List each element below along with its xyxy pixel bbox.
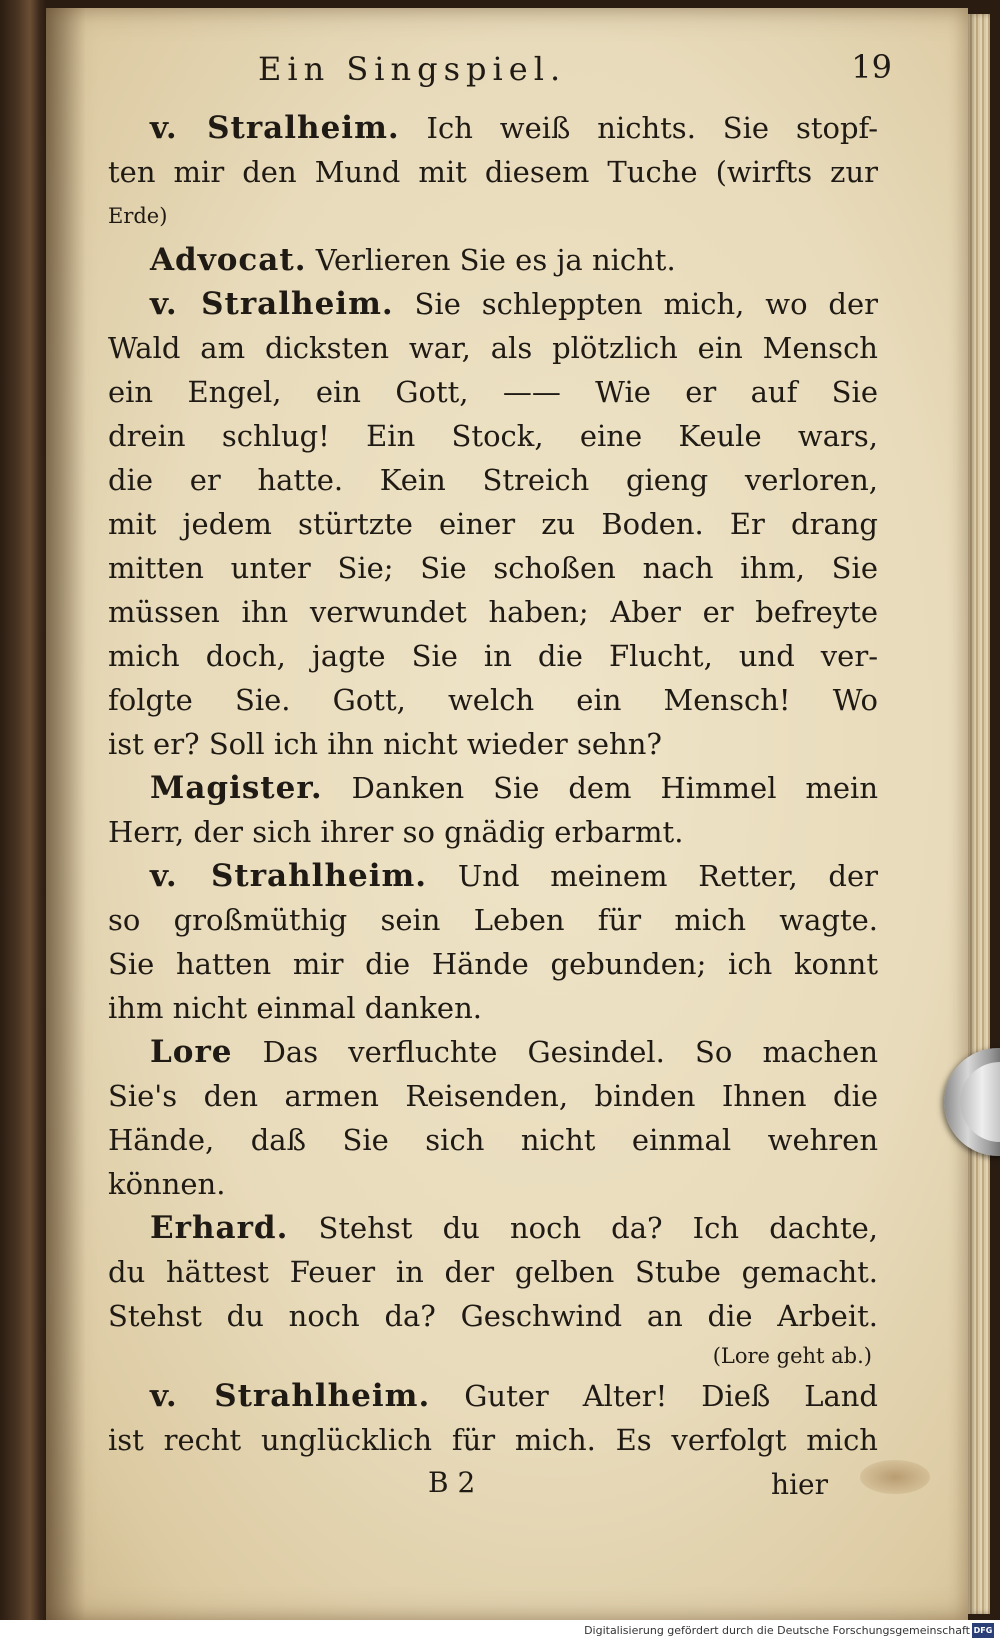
line-text: die er hatte. Kein Streich gieng verloren, bbox=[108, 463, 878, 497]
text-line bbox=[108, 106, 878, 150]
text-line bbox=[108, 634, 878, 678]
stage-direction-line bbox=[108, 1338, 878, 1374]
line-text: so großmüthig sein Leben für mich wagte. bbox=[108, 903, 878, 937]
text-line bbox=[108, 766, 878, 810]
text-line bbox=[108, 150, 878, 194]
line-text: Verlieren Sie es ja nicht. bbox=[315, 243, 676, 277]
text-line bbox=[108, 1250, 878, 1294]
dfg-logo-icon: DFG bbox=[972, 1623, 994, 1638]
page-number: 19 bbox=[851, 48, 892, 86]
speaker-name: Advocat. bbox=[150, 242, 307, 278]
text-line bbox=[108, 854, 878, 898]
text-line bbox=[108, 1074, 878, 1118]
text-line bbox=[108, 1162, 878, 1206]
text-line bbox=[108, 1294, 878, 1338]
speaker-name: v. Stralheim. bbox=[150, 110, 400, 146]
line-text: Stehst du noch da? Ich dachte, bbox=[318, 1211, 878, 1245]
line-text: Danken Sie dem Himmel mein bbox=[351, 771, 878, 805]
running-title: Ein Singspiel. bbox=[258, 50, 567, 88]
text-line bbox=[108, 1374, 878, 1418]
line-text: Und meinem Retter, der bbox=[457, 859, 878, 893]
signature-mark: B 2 bbox=[428, 1466, 476, 1499]
line-text: Sie hatten mir die Hände gebunden; ich konnt bbox=[108, 947, 878, 981]
text-line bbox=[108, 502, 878, 546]
line-text: ten mir den Mund mit diesem Tuche (wirfts zur bbox=[108, 155, 878, 189]
text-line bbox=[108, 326, 878, 370]
credit-bar bbox=[0, 1620, 1000, 1644]
text-line bbox=[108, 590, 878, 634]
line-text: müssen ihn verwundet haben; Aber er befreyte bbox=[108, 595, 878, 629]
line-text: Sie schleppten mich, wo der bbox=[414, 287, 878, 321]
line-text: ist er? Soll ich ihn nicht wieder sehn? bbox=[108, 727, 662, 761]
line-text: folgte Sie. Gott, welch ein Mensch! Wo bbox=[108, 683, 878, 717]
stage-direction-line bbox=[108, 194, 878, 238]
line-text: ist recht unglücklich für mich. Es verfolgt mich bbox=[108, 1423, 878, 1457]
line-text: Das verfluchte Gesindel. So machen bbox=[262, 1035, 878, 1069]
text-line bbox=[108, 414, 878, 458]
page-footer bbox=[108, 1462, 878, 1512]
text-line bbox=[108, 986, 878, 1030]
text-line bbox=[108, 282, 878, 326]
page-clip-inner bbox=[960, 1062, 1000, 1142]
line-text: mitten unter Sie; Sie schoßen nach ihm, Sie bbox=[108, 551, 878, 585]
text-line bbox=[108, 546, 878, 590]
funding-credit: Digitalisierung gefördert durch die Deutsche Forschungsgemeinschaft bbox=[584, 1624, 970, 1637]
line-text: mit jedem stürtzte einer zu Boden. Er drang bbox=[108, 507, 878, 541]
text-line bbox=[108, 942, 878, 986]
line-text: Ich weiß nichts. Sie stopf- bbox=[426, 111, 879, 145]
line-text: Herr, der sich ihrer so gnädig erbarmt. bbox=[108, 815, 684, 849]
line-text: Wald am dicksten war, als plötzlich ein Mensch bbox=[108, 331, 878, 365]
line-text: können. bbox=[108, 1167, 226, 1201]
text-line bbox=[108, 1418, 878, 1462]
text-line bbox=[108, 1118, 878, 1162]
line-text: (Lore geht ab.) bbox=[712, 1344, 872, 1368]
speaker-name: v. Strahlheim. bbox=[150, 1378, 431, 1414]
speaker-name: Erhard. bbox=[150, 1210, 289, 1246]
line-text: Stehst du noch da? Geschwind an die Arbeit. bbox=[108, 1299, 878, 1333]
line-text: ein Engel, ein Gott, —— Wie er auf Sie bbox=[108, 375, 878, 409]
catchword: hier bbox=[771, 1468, 828, 1501]
page-gutter-shadow bbox=[46, 8, 86, 1620]
speaker-name: Magister. bbox=[150, 770, 323, 806]
speaker-name: Lore bbox=[150, 1034, 233, 1070]
page-text-block bbox=[108, 36, 892, 1512]
line-text: Erde) bbox=[108, 204, 168, 228]
text-line bbox=[108, 1206, 878, 1250]
text-line bbox=[108, 458, 878, 502]
speaker-name: v. Stralheim. bbox=[150, 286, 394, 322]
text-line bbox=[108, 370, 878, 414]
text-line bbox=[108, 722, 878, 766]
text-line bbox=[108, 678, 878, 722]
line-text: ihm nicht einmal danken. bbox=[108, 991, 482, 1025]
line-text: du hättest Feuer in der gelben Stube gemacht. bbox=[108, 1255, 878, 1289]
text-line bbox=[108, 238, 878, 282]
text-line bbox=[108, 810, 878, 854]
page-header bbox=[108, 36, 892, 106]
line-text: Guter Alter! Dieß Land bbox=[464, 1379, 878, 1413]
line-text: Hände, daß Sie sich nicht einmal wehren bbox=[108, 1123, 878, 1157]
line-text: Sie's den armen Reisenden, binden Ihnen die bbox=[108, 1079, 878, 1113]
page-fore-edge bbox=[968, 14, 990, 1614]
line-text: mich doch, jagte Sie in die Flucht, und ver- bbox=[108, 639, 878, 673]
text-line bbox=[108, 1030, 878, 1074]
text-line bbox=[108, 898, 878, 942]
line-text: drein schlug! Ein Stock, eine Keule wars, bbox=[108, 419, 878, 453]
speaker-name: v. Strahlheim. bbox=[150, 858, 428, 894]
